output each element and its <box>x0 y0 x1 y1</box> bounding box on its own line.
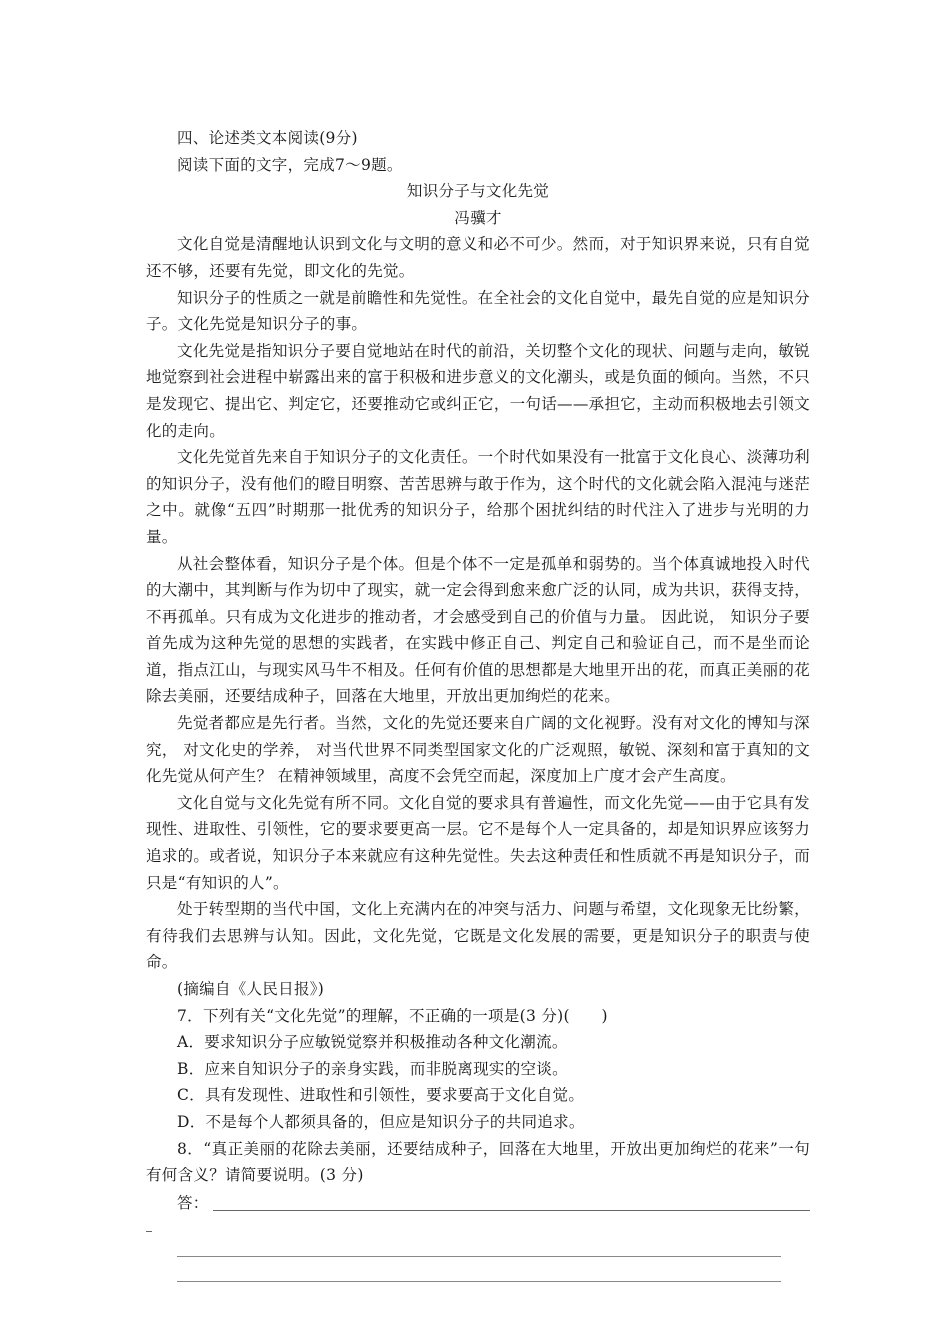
question-7-option-c: C．具有发现性、进取性和引领性，要求要高于文化自觉。 <box>177 1086 585 1105</box>
article-author: 冯骥才 <box>454 208 502 227</box>
article-paragraph: 先觉者都应是先行者。当然，文化的先觉还要来自广阔的文化视野。没有对文化的博知与深究， 对文化史的学养， 对当代世界不同类型国家文化的广泛观照，敏锐、深刻和富于真知的文化先觉从何产生？ 在精神领域里，高度不会凭空而起，深度加上广度才会产生高度。 <box>146 714 810 786</box>
question-7-option-d: D．不是每个人都须具备的，但应是知识分子的共同追求。 <box>177 1112 585 1131</box>
article-paragraph: 文化自觉是清醒地认识到文化与文明的意义和必不可少。然而，对于知识界来说，只有自觉还不够，还要有先觉，即文化的先觉。 <box>146 235 810 280</box>
article-paragraph: 文化先觉是指知识分子要自觉地站在时代的前沿，关切整个文化的现状、问题与走向，敏锐地觉察到社会进程中崭露出来的富于积极和进步意义的文化潮头，或是负面的倾向。当然，不只是发现它、提出它、判定它，还要推动它或纠正它，一句话——承担它，主动而积极地去引领文化的走向。 <box>146 341 810 440</box>
article-title: 知识分子与文化先觉 <box>406 182 550 201</box>
article-paragraph: 文化先觉首先来自于知识分子的文化责任。一个时代如果没有一批富于文化良心、淡薄功利的知识分子，没有他们的瞪目明察、苦苦思辨与敢于作为，这个时代的文化就会陷入混沌与迷茫之中。就像“五四”时期那一批优秀的知识分子，给那个困扰纠结的时代注入了进步与光明的力量。 <box>146 448 810 546</box>
answer-label: 答： <box>177 1194 209 1213</box>
question-7-stem: 7．下列有关“文化先觉”的理解，不正确的一项是(3 分)( ) <box>177 1006 608 1025</box>
section-heading: 四、论述类文本阅读(9分) <box>177 129 358 147</box>
question-7-option-b: B．应来自知识分子的亲身实践，而非脱离现实的空谈。 <box>177 1059 568 1078</box>
article-source: (摘编自《人民日报》) <box>177 980 325 998</box>
article-paragraph: 知识分子的性质之一就是前瞻性和先觉性。在全社会的文化自觉中，最先自觉的应是知识分子。文化先觉是知识分子的事。 <box>146 288 810 334</box>
answer-line[interactable] <box>213 1210 810 1211</box>
answer-blank-line[interactable] <box>177 1232 781 1257</box>
article-paragraph: 处于转型期的当代中国，文化上充满内在的冲突与活力、问题与希望，文化现象无比纷繁，有待我们去思辨与认知。因此，文化先觉，它既是文化发展的需要，更是知识分子的职责与使命。 <box>146 900 810 972</box>
article-paragraph: 从社会整体看，知识分子是个体。但是个体不一定是孤单和弱势的。当个体真诚地投入时代的大潮中，其判断与作为切中了现实，就一定会得到愈来愈广泛的认同，成为共识，获得支持，不再孤单。只有成为文化进步的推动者，才会感受到自己的价值与力量。 因此说， 知识分子要首先成为这种先觉的思想的实践者，在实践中修正自己、判定自己和验证自己，而不是坐而论道，指点江山，与现实风马牛不相及。任何有价值的思想都是大地里开出的花，而真正美丽的花除去美丽，还要结成种子，回落在大地里，开放出更加绚烂的花来。 <box>146 554 810 706</box>
document-page <box>146 125 810 1282</box>
question-8-stem: 8．“真正美丽的花除去美丽，还要结成种子，回落在大地里，开放出更加绚烂的花来”一句有何含义？请简要说明。(3 分) <box>146 1139 810 1185</box>
answer-blank-line[interactable] <box>177 1257 781 1282</box>
question-8-answer-row <box>146 1189 810 1217</box>
question-7-option-a: A．要求知识分子应敏锐觉察并积极推动各种文化潮流。 <box>177 1033 568 1052</box>
section-instruction: 阅读下面的文字，完成7～9题。 <box>177 155 403 174</box>
article-paragraph: 文化自觉与文化先觉有所不同。文化自觉的要求具有普遍性，而文化先觉——由于它具有发现性、进取性、引领性，它的要求要更高一层。它不是每个人一定具备的，却是知识界应该努力追求的。或者说，知识分子本来就应有这种先觉性。失去这种责任和性质就不再是知识分子，而只是“有知识的人”。 <box>146 793 810 892</box>
answer-line-stub <box>146 1217 152 1232</box>
